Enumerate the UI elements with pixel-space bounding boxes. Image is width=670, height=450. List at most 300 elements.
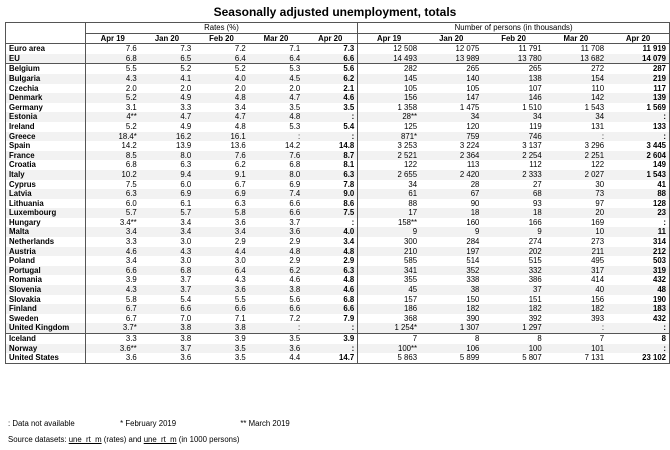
rate-cell: 6.3 bbox=[85, 189, 140, 199]
rate-cell: 5.4 bbox=[303, 122, 358, 132]
persons-cell: 147 bbox=[420, 93, 482, 103]
persons-cell: 8 bbox=[420, 334, 482, 344]
rate-cell: 2.9 bbox=[289, 237, 301, 247]
rate-cell: 4.3 bbox=[140, 247, 194, 257]
rate-cell: 16.1 bbox=[194, 132, 249, 142]
persons-cell: 138 bbox=[482, 74, 544, 84]
persons-cell: 265 bbox=[482, 64, 544, 74]
persons-cell: 128 bbox=[607, 199, 669, 209]
country-cell: United Kingdom bbox=[6, 323, 86, 333]
rate-cell: 13.9 bbox=[176, 141, 192, 151]
column-header: Feb 20 bbox=[482, 33, 544, 44]
table-row bbox=[6, 247, 670, 257]
persons-cell: 197 bbox=[420, 247, 482, 257]
table-row bbox=[6, 141, 670, 151]
rate-cell: 6.6 bbox=[249, 208, 304, 218]
persons-cell: 2 364 bbox=[420, 151, 482, 161]
rate-cell: 4.3 bbox=[85, 285, 140, 295]
persons-cell: 125 bbox=[404, 121, 418, 131]
persons-cell: 1 543 bbox=[607, 170, 669, 180]
rate-cell: 4.6 bbox=[303, 93, 358, 103]
rate-cell: 6.2 bbox=[249, 266, 304, 276]
rate-cell: 6.6 bbox=[289, 198, 301, 208]
persons-cell: 8 bbox=[607, 334, 669, 344]
rate-cell: 5.2 bbox=[140, 64, 194, 74]
rate-cell: 6.5 bbox=[140, 54, 194, 64]
persons-cell: 3 296 bbox=[584, 141, 605, 151]
rate-cell: 6.3 bbox=[234, 198, 246, 208]
persons-cell: 27 bbox=[533, 179, 542, 189]
rate-cell: 2.0 bbox=[125, 83, 137, 93]
persons-cell: 8 bbox=[482, 334, 544, 344]
rate-cell: 3.9 bbox=[194, 334, 249, 344]
rate-cell: 5.5 bbox=[85, 64, 140, 74]
persons-cell: 150 bbox=[466, 294, 480, 304]
persons-cell: 11 708 bbox=[580, 44, 605, 54]
persons-cell: 3 224 bbox=[459, 141, 480, 151]
persons-cell: 13 780 bbox=[482, 54, 544, 64]
persons-cell: 284 bbox=[466, 237, 480, 247]
rate-cell: 3.9 bbox=[125, 275, 137, 285]
persons-cell: 182 bbox=[420, 304, 482, 314]
persons-cell: 1 510 bbox=[522, 102, 542, 112]
rate-cell: 10.2 bbox=[85, 170, 140, 180]
country-cell: United States bbox=[6, 353, 86, 363]
rate-cell: 7.6 bbox=[125, 44, 137, 54]
rate-cell: 6.8 bbox=[85, 54, 140, 64]
persons-cell: 515 bbox=[528, 256, 542, 266]
rate-cell: 3.7 bbox=[140, 285, 194, 295]
column-header: Apr 19 bbox=[358, 33, 420, 44]
rate-cell: 3.4 bbox=[140, 227, 194, 237]
source-prefix: Source datasets: bbox=[8, 435, 69, 444]
rate-cell: 6.0 bbox=[125, 198, 137, 208]
rate-cell: 7.3 bbox=[180, 44, 192, 54]
rate-cell: 6.2 bbox=[234, 160, 246, 170]
persons-cell: 514 bbox=[466, 256, 480, 266]
rate-cell: 3.5 bbox=[249, 334, 304, 344]
rate-cell: 3.0 bbox=[180, 256, 192, 266]
rate-cell: 6.9 bbox=[140, 189, 194, 199]
country-cell: Portugal bbox=[6, 266, 86, 276]
persons-cell: 34 bbox=[420, 112, 482, 122]
table-row bbox=[6, 199, 670, 209]
persons-cell: 182 bbox=[545, 304, 607, 314]
rate-cell: 3.6 bbox=[194, 285, 249, 295]
rate-cell: 3.6** bbox=[85, 344, 140, 354]
persons-cell: 300 bbox=[404, 237, 418, 247]
table-row bbox=[6, 237, 670, 247]
persons-cell: 18 bbox=[420, 208, 482, 218]
rate-cell: 6.8 bbox=[289, 160, 301, 170]
rate-cell: 6.6 bbox=[303, 304, 358, 314]
persons-cell: 30 bbox=[595, 179, 605, 189]
rate-cell: 3.1 bbox=[125, 102, 137, 112]
persons-cell: 151 bbox=[528, 294, 542, 304]
table-row bbox=[6, 314, 670, 324]
rate-cell: 3.3 bbox=[180, 102, 192, 112]
persons-cell: 119 bbox=[529, 121, 542, 131]
rate-cell: 3.4 bbox=[194, 227, 249, 237]
rate-cell: 3.6 bbox=[140, 353, 194, 363]
country-cell: Bulgaria bbox=[6, 74, 86, 84]
persons-cell: 9 bbox=[420, 227, 482, 237]
rate-cell: 4.3 bbox=[85, 74, 140, 84]
country-cell: Belgium bbox=[6, 64, 86, 74]
rate-cell: : bbox=[303, 132, 358, 142]
rate-cell: 4.8 bbox=[194, 93, 249, 103]
corner-cell bbox=[6, 23, 86, 34]
rate-cell: : bbox=[303, 218, 358, 228]
country-cell: Euro area bbox=[6, 44, 86, 54]
table-row bbox=[6, 180, 670, 190]
persons-cell: 2 333 bbox=[482, 170, 544, 180]
rate-cell: 3.8 bbox=[140, 334, 194, 344]
persons-cell: 11 bbox=[607, 227, 669, 237]
rate-cell: 3.8 bbox=[140, 323, 194, 333]
rate-cell: 4.0 bbox=[303, 227, 358, 237]
rate-cell: 4.8 bbox=[249, 247, 304, 257]
persons-cell: 113 bbox=[466, 160, 480, 170]
persons-cell: : bbox=[607, 112, 669, 122]
persons-cell: 3 137 bbox=[522, 141, 542, 151]
rate-cell: : bbox=[303, 344, 358, 354]
rate-cell: 9.0 bbox=[303, 189, 358, 199]
rate-cell: 7.9 bbox=[303, 314, 358, 324]
persons-cell: 13 682 bbox=[545, 54, 607, 64]
country-cell: Slovenia bbox=[6, 285, 86, 295]
rate-cell: 6.0 bbox=[180, 179, 192, 189]
rate-cell: 2.0 bbox=[180, 83, 192, 93]
rate-cell: 18.4* bbox=[85, 132, 140, 142]
persons-cell: 23 102 bbox=[607, 353, 669, 363]
country-cell: Slovakia bbox=[6, 295, 86, 305]
rate-cell: 7.3 bbox=[303, 44, 358, 54]
rate-cell: 6.6 bbox=[194, 304, 249, 314]
rate-cell: 3.9 bbox=[303, 334, 358, 344]
rate-cell: 7.6 bbox=[194, 151, 249, 161]
rate-cell: 5.5 bbox=[234, 294, 246, 304]
persons-cell: 34 bbox=[545, 112, 607, 122]
rate-cell: 3.4 bbox=[125, 256, 137, 266]
persons-cell: 17 bbox=[358, 208, 420, 218]
persons-cell: 759 bbox=[420, 132, 482, 142]
table-row bbox=[6, 208, 670, 218]
column-header: Jan 20 bbox=[420, 33, 482, 44]
country-cell: Spain bbox=[6, 141, 86, 151]
persons-cell: 3 253 bbox=[397, 141, 418, 151]
persons-cell: 202 bbox=[482, 247, 544, 257]
rate-cell: 6.7 bbox=[125, 313, 137, 323]
rate-cell: 3.0 bbox=[180, 237, 192, 247]
table-row bbox=[6, 256, 670, 266]
country-cell: Norway bbox=[6, 344, 86, 354]
persons-cell: 211 bbox=[545, 247, 607, 257]
corner-cell bbox=[6, 33, 86, 44]
rate-cell: 4.6 bbox=[289, 275, 301, 285]
rate-cell: 4.8 bbox=[303, 247, 358, 257]
persons-cell: : bbox=[607, 132, 669, 142]
legend-mar-2019: ** March 2019 bbox=[240, 419, 290, 428]
persons-cell: 28 bbox=[470, 179, 480, 189]
persons-cell: 93 bbox=[533, 198, 542, 208]
persons-cell: 1 543 bbox=[584, 102, 605, 112]
persons-cell: 2 251 bbox=[545, 151, 607, 161]
persons-cell: 149 bbox=[607, 160, 669, 170]
rate-cell: 3.6 bbox=[85, 353, 140, 363]
persons-cell: 34 bbox=[408, 179, 418, 189]
persons-cell: 2 521 bbox=[358, 151, 420, 161]
rate-cell: 5.7 bbox=[140, 208, 194, 218]
rate-cell: 4.8 bbox=[249, 112, 304, 122]
rate-cell: 4.7 bbox=[194, 112, 249, 122]
persons-cell: 68 bbox=[482, 189, 544, 199]
country-cell: Sweden bbox=[6, 314, 86, 324]
persons-cell: 14 079 bbox=[607, 54, 669, 64]
persons-cell: 341 bbox=[358, 266, 420, 276]
rate-cell: 6.6 bbox=[85, 266, 140, 276]
table-row bbox=[6, 344, 670, 354]
rate-cell: 4.4 bbox=[194, 247, 249, 257]
persons-cell: 61 bbox=[358, 189, 420, 199]
persons-cell: 101 bbox=[545, 344, 607, 354]
rate-cell: 9.1 bbox=[194, 170, 249, 180]
persons-cell: 2 604 bbox=[607, 151, 669, 161]
rate-cell: : bbox=[303, 112, 358, 122]
persons-cell: 140 bbox=[420, 74, 482, 84]
rate-cell: 4.8 bbox=[234, 121, 246, 131]
persons-cell: 37 bbox=[482, 285, 544, 295]
table-row bbox=[6, 160, 670, 170]
rate-cell: 3.6 bbox=[234, 217, 246, 227]
rate-cell: 3.3 bbox=[85, 334, 140, 344]
rate-cell: 3.5 bbox=[289, 102, 301, 112]
rate-cell: 4.6 bbox=[303, 285, 358, 295]
persons-cell: 183 bbox=[607, 304, 669, 314]
rate-cell: 3.6 bbox=[249, 344, 304, 354]
persons-cell: 1 297 bbox=[482, 323, 544, 333]
persons-cell: 146 bbox=[482, 93, 544, 103]
rate-cell: 6.3 bbox=[303, 266, 358, 276]
persons-cell: 122 bbox=[404, 160, 418, 170]
rate-cell: 5.8 bbox=[125, 294, 137, 304]
persons-cell: 110 bbox=[591, 83, 605, 93]
persons-cell: 368 bbox=[404, 313, 418, 323]
rate-cell: 6.8 bbox=[303, 295, 358, 305]
country-cell: Hungary bbox=[6, 218, 86, 228]
table-row bbox=[6, 44, 670, 54]
country-cell: Italy bbox=[6, 170, 86, 180]
rate-cell: 7.0 bbox=[180, 313, 192, 323]
rate-cell: 6.8 bbox=[140, 266, 194, 276]
rate-cell: 6.2 bbox=[303, 74, 358, 84]
rate-cell: 7.5 bbox=[125, 179, 137, 189]
persons-cell: : bbox=[545, 323, 607, 333]
persons-cell: 11 791 bbox=[518, 44, 542, 54]
rate-cell: 3.5 bbox=[194, 353, 249, 363]
persons-cell: 41 bbox=[607, 180, 669, 190]
rate-cell: 7.6 bbox=[249, 151, 304, 161]
rate-cell: 2.1 bbox=[303, 84, 358, 94]
rate-cell: 3.7 bbox=[140, 344, 194, 354]
rate-cell: 7.1 bbox=[234, 313, 246, 323]
rate-cell: 4.4 bbox=[249, 353, 304, 363]
persons-cell: 287 bbox=[607, 64, 669, 74]
table-row bbox=[6, 189, 670, 199]
rate-cell: 6.4 bbox=[249, 54, 304, 64]
persons-cell: 386 bbox=[528, 275, 542, 285]
column-header: Mar 20 bbox=[545, 33, 607, 44]
column-header: Apr 20 bbox=[607, 33, 669, 44]
persons-cell: 88 bbox=[408, 198, 418, 208]
persons-cell: 97 bbox=[595, 198, 605, 208]
rate-cell: 6.9 bbox=[194, 189, 249, 199]
persons-cell: 160 bbox=[466, 217, 480, 227]
persons-cell: 210 bbox=[358, 247, 420, 257]
rate-cell: 8.6 bbox=[303, 199, 358, 209]
rates-group-header: Rates (%) bbox=[85, 23, 357, 34]
persons-cell: 131 bbox=[591, 121, 605, 131]
rate-cell: 5.3 bbox=[289, 121, 301, 131]
persons-cell: 7 bbox=[545, 334, 607, 344]
persons-cell: 34 bbox=[482, 112, 544, 122]
persons-cell: 319 bbox=[607, 266, 669, 276]
table-row bbox=[6, 74, 670, 84]
column-header: Apr 20 bbox=[303, 33, 358, 44]
table-row bbox=[6, 54, 670, 64]
rate-cell: 3.4 bbox=[85, 227, 140, 237]
country-cell: Estonia bbox=[6, 112, 86, 122]
persons-cell: 106 bbox=[420, 344, 482, 354]
rate-cell: 2.9 bbox=[234, 237, 246, 247]
persons-cell: 13 989 bbox=[420, 54, 482, 64]
rate-cell: 3.5 bbox=[194, 344, 249, 354]
persons-cell: 5 863 bbox=[358, 353, 420, 363]
persons-cell: 1 254* bbox=[358, 323, 420, 333]
persons-cell: 432 bbox=[607, 314, 669, 324]
rate-cell: 5.8 bbox=[194, 208, 249, 218]
table-row bbox=[6, 275, 670, 285]
rate-cell: 4.1 bbox=[140, 74, 194, 84]
table-row bbox=[6, 227, 670, 237]
rate-cell: 6.6 bbox=[249, 304, 304, 314]
table-row bbox=[6, 93, 670, 103]
persons-cell: 746 bbox=[482, 132, 544, 142]
persons-cell: 5 899 bbox=[420, 353, 482, 363]
table-title: Seasonally adjusted unemployment, totals bbox=[213, 5, 457, 19]
country-cell: Croatia bbox=[6, 160, 86, 170]
persons-cell: 314 bbox=[607, 237, 669, 247]
source-dataset-link-persons[interactable]: une_rt_m bbox=[143, 435, 177, 444]
table-row bbox=[6, 84, 670, 94]
persons-cell: 156 bbox=[591, 294, 605, 304]
rate-cell: 14.8 bbox=[303, 141, 358, 151]
persons-cell: 14 493 bbox=[358, 54, 420, 64]
persons-cell: 2 254 bbox=[482, 151, 544, 161]
persons-cell: 11 919 bbox=[607, 44, 669, 54]
persons-cell: 1 569 bbox=[607, 103, 669, 113]
persons-cell: 169 bbox=[591, 217, 605, 227]
rate-cell: 5.7 bbox=[85, 208, 140, 218]
rate-cell: 6.1 bbox=[180, 198, 192, 208]
rate-cell: 3.7 bbox=[289, 217, 301, 227]
rate-cell: 4.0 bbox=[194, 74, 249, 84]
persons-cell: 73 bbox=[545, 189, 607, 199]
rate-cell: 8.0 bbox=[249, 170, 304, 180]
table-row bbox=[6, 304, 670, 314]
persons-cell: : bbox=[607, 218, 669, 228]
persons-cell: 317 bbox=[545, 266, 607, 276]
rate-cell: : bbox=[249, 323, 304, 333]
persons-cell: : bbox=[545, 132, 607, 142]
persons-cell: 495 bbox=[591, 256, 605, 266]
rate-cell: 6.8 bbox=[125, 160, 137, 170]
persons-group-header: Number of persons (in thousands) bbox=[358, 23, 670, 34]
source-note bbox=[8, 435, 239, 444]
rate-cell: 6.7 bbox=[85, 304, 140, 314]
source-dataset-link-rates[interactable]: une_rt_m bbox=[68, 435, 102, 444]
country-cell: Luxembourg bbox=[6, 208, 86, 218]
persons-cell: 45 bbox=[358, 285, 420, 295]
country-cell: Lithuania bbox=[6, 199, 86, 209]
country-cell: Cyprus bbox=[6, 180, 86, 190]
country-cell: EU bbox=[6, 54, 86, 64]
persons-cell: 182 bbox=[482, 304, 544, 314]
rate-cell: 3.7* bbox=[85, 323, 140, 333]
persons-cell: 1 358 bbox=[397, 102, 418, 112]
country-cell: Poland bbox=[6, 256, 86, 266]
persons-cell: 272 bbox=[545, 64, 607, 74]
rate-cell: 7.4 bbox=[249, 189, 304, 199]
persons-cell: 100 bbox=[482, 344, 544, 354]
persons-cell: 105 bbox=[466, 83, 480, 93]
persons-cell: 7 131 bbox=[545, 353, 607, 363]
rate-cell: 2.9 bbox=[303, 256, 358, 266]
rate-cell: 3.4** bbox=[119, 217, 137, 227]
rate-cell: 3.8 bbox=[194, 323, 249, 333]
rate-cell: 5.2 bbox=[125, 121, 137, 131]
persons-cell: 67 bbox=[420, 189, 482, 199]
persons-cell: 212 bbox=[607, 247, 669, 257]
table-row bbox=[6, 170, 670, 180]
persons-cell: 338 bbox=[466, 275, 480, 285]
persons-cell: 23 bbox=[607, 208, 669, 218]
rate-cell: 6.9 bbox=[289, 179, 301, 189]
country-cell: Greece bbox=[6, 132, 86, 142]
persons-cell: 585 bbox=[404, 256, 418, 266]
rate-cell: 4** bbox=[85, 112, 140, 122]
country-cell: Romania bbox=[6, 275, 86, 285]
country-cell: Denmark bbox=[6, 93, 86, 103]
rate-cell: 7.8 bbox=[303, 180, 358, 190]
rate-cell: 7.5 bbox=[303, 208, 358, 218]
rate-cell: 16.2 bbox=[140, 132, 194, 142]
persons-cell: 3 445 bbox=[607, 141, 669, 151]
country-cell: Ireland bbox=[6, 122, 86, 132]
persons-cell: 38 bbox=[420, 285, 482, 295]
persons-cell: 352 bbox=[420, 266, 482, 276]
persons-cell: 10 bbox=[545, 227, 607, 237]
column-header: Jan 20 bbox=[140, 33, 194, 44]
persons-cell: 100** bbox=[358, 344, 420, 354]
persons-cell: 122 bbox=[591, 160, 605, 170]
rate-cell: 5.6 bbox=[289, 294, 301, 304]
table-row bbox=[6, 334, 670, 344]
rate-cell: 6.4 bbox=[194, 266, 249, 276]
persons-cell: 112 bbox=[529, 160, 542, 170]
persons-cell: 145 bbox=[358, 74, 420, 84]
legend-not-available: : Data not available bbox=[8, 419, 75, 428]
